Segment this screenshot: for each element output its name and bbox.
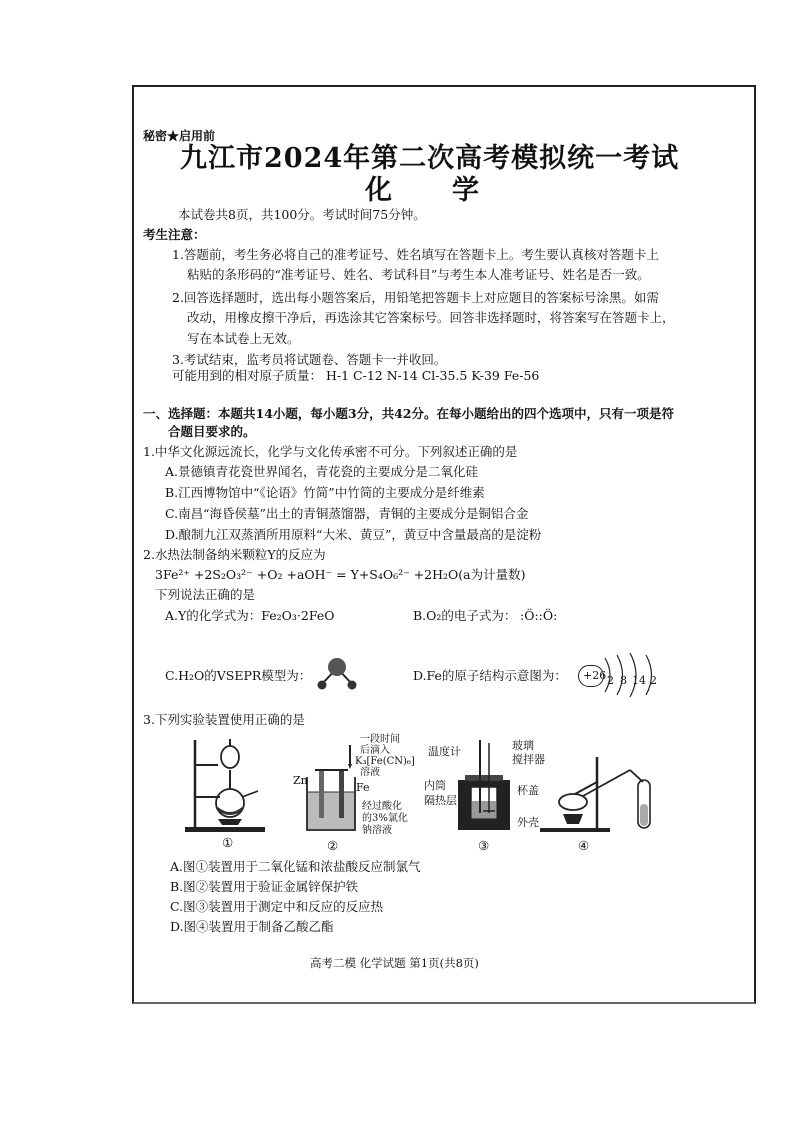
fig2-label-fe: Fe (356, 781, 370, 794)
fig2-label-zn: Zn (293, 774, 308, 787)
q3-option-a: A.图①装置用于二氧化锰和浓盐酸反应制氯气 (170, 859, 421, 874)
fig2-label-electrolyte-1: 经过酸化 (362, 801, 402, 812)
notice-line: 写在本试卷上无效。 (187, 331, 300, 346)
q1-stem: 1.中华文化源远流长，化学与文化传承密不可分。下列叙述正确的是 (143, 444, 518, 459)
q1-option-d: D.酿制九江双蒸酒所用原料“大米、黄豆”，黄豆中含量最高的是淀粉 (165, 527, 542, 542)
fig3-label-insulation: 隔热层 (424, 794, 457, 807)
q3-option-c: C.图③装置用于测定中和反应的反应热 (170, 899, 384, 914)
fe-shell-3: 14 (632, 674, 646, 687)
fig3-label-shell: 外壳 (517, 816, 539, 829)
subject-title: 化学 (365, 175, 539, 206)
q2-option-b: B.O₂的电子式为： (413, 608, 517, 623)
page-footer: 高考二模 化学试题 第1页(共8页) (310, 956, 479, 970)
fig3-label-stirrer: 搅拌器 (512, 753, 545, 766)
fe-nucleus-charge: +26 (583, 669, 607, 682)
apparatus-figure-1 (180, 735, 275, 835)
exam-title: 九江市2024年第二次高考模拟统一考试 (180, 143, 680, 174)
section-heading-cont: 合题目要求的。 (168, 424, 256, 439)
fig2-label-solution: 溶液 (360, 767, 380, 778)
confidential-mark: 秘密★启用前 (143, 129, 216, 143)
q2-question: 下列说法正确的是 (155, 587, 256, 602)
figure-number-2: ② (327, 838, 339, 853)
q2-option-d: D.Fe的原子结构示意图为： (413, 668, 567, 683)
figure-number-4: ④ (578, 838, 590, 853)
fig3-label-inner: 内筒 (424, 779, 446, 792)
q2-stem: 2.水热法制备纳米颗粒Y的反应为 (143, 547, 326, 562)
q1-option-c: C.南昌“海昏侯墓”出土的青铜蒸馏器，青铜的主要成分是铜铝合金 (165, 506, 529, 521)
fe-shell-4: 2 (650, 674, 657, 687)
q2-equation: 3Fe²⁺ +2S₂O₃²⁻ +O₂ +aOH⁻ = Y+S₄O₆²⁻ +2H₂O(a为计量数) (155, 567, 526, 582)
q3-stem: 3.下列实验装置使用正确的是 (143, 712, 305, 727)
fig3-label-thermometer: 温度计 (428, 745, 461, 758)
q2-option-c: C.H₂O的VSEPR模型为： (165, 668, 312, 683)
fig2-label-drip-1: 一段时间 (360, 734, 400, 745)
fig2-label-reagent: K₃[Fe(CN)₆] (355, 756, 415, 767)
notice-line: 改动，用橡皮擦干净后，再选涂其它答案标号。回答非选择题时，将答案写在答题卡上， (187, 310, 675, 325)
notice-line: 1.答题前，考生务必将自己的准考证号、姓名填写在答题卡上。考生要认真核对答题卡上 (172, 247, 659, 262)
fe-shell-1: 2 (607, 674, 614, 687)
notice-line: 3.考试结束，监考员将试题卷、答题卡一并收回。 (172, 352, 447, 367)
vsepr-model-diagram (312, 654, 362, 694)
apparatus-figure-4 (535, 752, 670, 837)
q3-option-b: B.图②装置用于验证金属锌保护铁 (170, 879, 359, 894)
q1-option-b: B.江西博物馆中“《论语》竹简”中竹简的主要成分是纤维素 (165, 485, 485, 500)
q3-option-d: D.图④装置用于制备乙酸乙酯 (170, 919, 334, 934)
fig2-label-electrolyte-3: 钠溶液 (362, 825, 392, 836)
fig3-label-glass: 玻璃 (512, 739, 534, 752)
figure-number-1: ① (222, 835, 234, 850)
fig2-label-drip-2: 后滴入 (360, 745, 390, 756)
figure-number-3: ③ (478, 838, 490, 853)
fe-shell-arcs (600, 650, 665, 700)
notice-line: 2.回答选择题时，选出每小题答案后，用铅笔把答题卡上对应题目的答案标号涂黑。如需 (172, 290, 659, 305)
fig2-label-electrolyte-2: 的3%氯化 (362, 813, 408, 824)
apparatus-figure-3 (455, 735, 515, 835)
section-heading: 一、选择题：本题共14小题，每小题3分，共42分。在每小题给出的四个选项中，只有一项是符 (143, 406, 674, 421)
fe-shell-2: 8 (620, 674, 627, 687)
q2-option-a: A.Y的化学式为：Fe₂O₃·2FeO (165, 608, 335, 623)
atomic-masses: 可能用到的相对原子质量： H-1 C-12 N-14 Cl-35.5 K-39 Fe-56 (172, 368, 540, 383)
fig3-label-lid: 杯盖 (517, 784, 539, 797)
notice-line: 粘贴的条形码的“准考证号、姓名、考试科目”与考生本人准考证号、姓名是否一致。 (187, 267, 650, 282)
exam-intro: 本试卷共8页，共100分。考试时间75分钟。 (178, 207, 426, 222)
notice-heading: 考生注意： (143, 227, 206, 242)
o2-electron-formula: :Ö::Ö: (520, 608, 558, 623)
q1-option-a: A.景德镇青花瓷世界闻名，青花瓷的主要成分是二氧化硅 (165, 464, 479, 479)
